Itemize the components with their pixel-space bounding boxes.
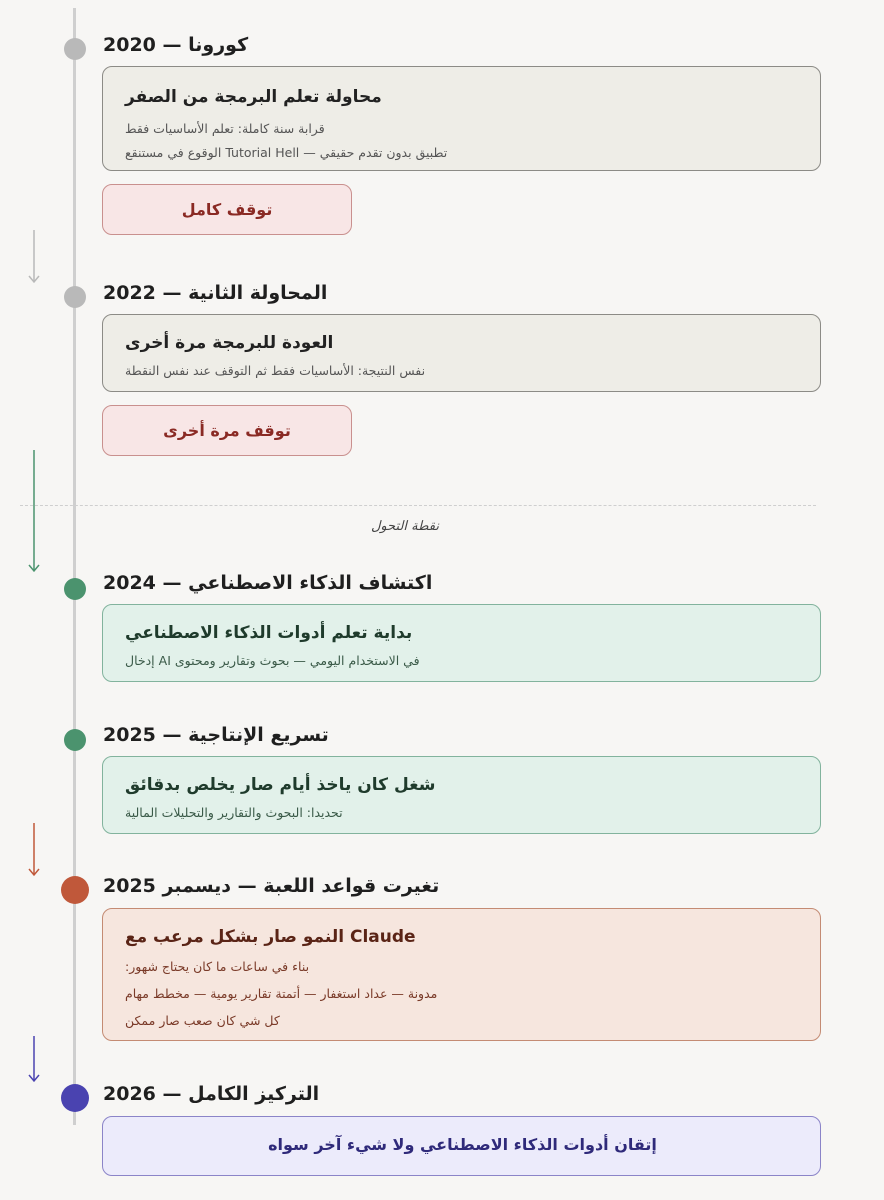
timeline-dot-2024 — [64, 578, 86, 600]
timeline-dot-2026 — [61, 1084, 89, 1112]
event-year: 2026 — [103, 1083, 156, 1105]
event-name: تغيرت قواعد اللعبة — [263, 875, 440, 897]
event-card-2024 — [102, 604, 821, 682]
card-title: شغل كان ياخذ أيام صار يخلص بدقائق — [125, 775, 436, 795]
event-year: 2025 — [103, 724, 156, 746]
card-line: مدونة — عداد استغفار — أتمتة تقارير يومية — مخطط مهام — [125, 986, 438, 1001]
event-title-2020: 2020 — كورونا — [103, 34, 249, 56]
card-line: قرابة سنة كاملة: تعلم الأساسيات فقط — [125, 121, 325, 136]
arrow-down-icon — [27, 450, 41, 574]
outcome-stop-badge: توقف كامل — [102, 184, 352, 235]
arrow-down-icon — [27, 823, 41, 878]
event-name: اكتشاف الذكاء الاصطناعي — [188, 572, 433, 594]
card-title: العودة للبرمجة مرة أخرى — [125, 333, 334, 353]
card-title: محاولة تعلم البرمجة من الصفر — [125, 87, 382, 107]
event-title-2025: 2025 — تسريع الإنتاجية — [103, 724, 329, 746]
card-line: في الاستخدام اليومي — بحوث وتقارير ومحتوى AI إدخال — [125, 653, 420, 668]
event-title-2024: 2024 — اكتشاف الذكاء الاصطناعي — [103, 572, 433, 594]
event-name: التركيز الكامل — [188, 1083, 320, 1105]
event-name: كورونا — [188, 34, 249, 56]
timeline-line — [73, 8, 76, 1125]
card-title: إتقان أدوات الذكاء الاصطناعي ولا شيء آخر سواه — [268, 1135, 657, 1154]
card-title: بداية تعلم أدوات الذكاء الاصطناعي — [125, 623, 413, 643]
card-line: نفس النتيجة: الأساسيات فقط ثم التوقف عند نفس النقطة — [125, 363, 426, 378]
card-line: تطبيق بدون تقدم حقيقي — Tutorial Hell الوقوع في مستنقع — [125, 145, 448, 160]
event-card-2026 — [102, 1116, 821, 1176]
event-card-dec-2025 — [102, 908, 821, 1041]
turning-point-label: نقطة التحول — [370, 519, 439, 534]
timeline-dot-2025 — [64, 729, 86, 751]
outcome-stop-badge: توقف مرة أخرى — [102, 405, 352, 456]
event-name: تسريع الإنتاجية — [188, 724, 329, 746]
event-year: 2024 — [103, 572, 156, 594]
event-card-2022 — [102, 314, 821, 392]
card-title: Claude النمو صار بشكل مرعب مع — [125, 927, 416, 947]
card-line: تحديدا: البحوث والتقارير والتحليلات المالية — [125, 805, 343, 820]
event-card-2020 — [102, 66, 821, 171]
card-line: كل شي كان صعب صار ممكن — [125, 1013, 280, 1028]
event-name: المحاولة الثانية — [188, 282, 328, 304]
event-year: 2022 — [103, 282, 156, 304]
event-year: ديسمبر 2025 — [103, 875, 232, 897]
event-card-2025 — [102, 756, 821, 834]
event-title-2022: 2022 — المحاولة الثانية — [103, 282, 328, 304]
event-year: 2020 — [103, 34, 156, 56]
timeline-dot-2022 — [64, 286, 86, 308]
turning-point-divider — [20, 505, 816, 506]
event-title-dec-2025: ديسمبر 2025 — تغيرت قواعد اللعبة — [103, 875, 440, 897]
card-line: بناء في ساعات ما كان يحتاج شهور: — [125, 959, 310, 974]
event-title-2026: 2026 — التركيز الكامل — [103, 1083, 320, 1105]
arrow-down-icon — [27, 1036, 41, 1084]
arrow-down-icon — [27, 230, 41, 285]
timeline-dot-2020 — [64, 38, 86, 60]
timeline-dot-dec-2025 — [61, 876, 89, 904]
